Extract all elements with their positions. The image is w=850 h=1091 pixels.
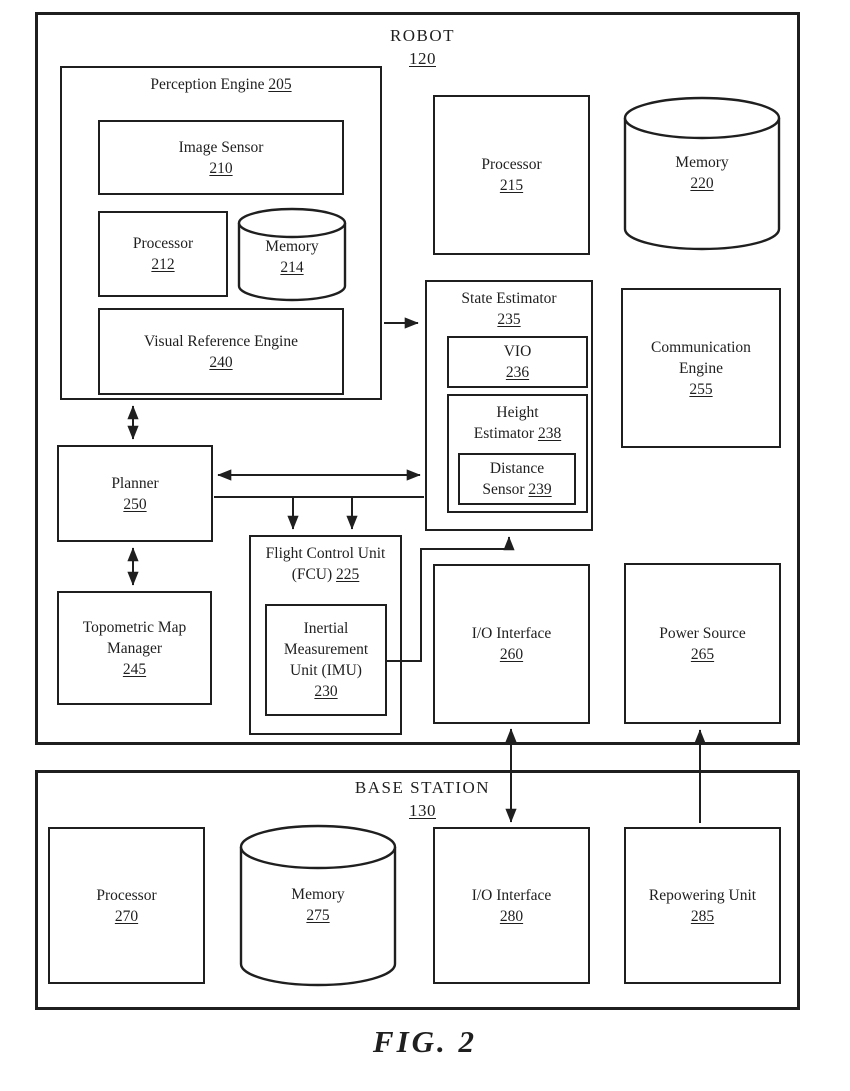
memory-214-label: Memory 214 (265, 238, 319, 276)
robot-ref: 120 (409, 49, 436, 68)
imu-label: Inertial Measurement Unit (IMU) 230 (283, 620, 369, 700)
robot-title-text: ROBOT (389, 26, 456, 45)
distance-sensor-box (458, 453, 576, 505)
power-source-label: Power Source 265 (659, 624, 746, 663)
repowering-unit-label: Repowering Unit 285 (648, 886, 757, 925)
processor-270-box (48, 827, 205, 984)
visual-reference-engine-label: Visual Reference Engine 240 (143, 332, 298, 371)
base-station-ref: 130 (409, 801, 436, 820)
topometric-map-manager-label: Topometric Map Manager 245 (82, 618, 187, 678)
io-interface-280-label: I/O Interface 280 (471, 886, 552, 925)
memory-220-label: Memory 220 (675, 154, 729, 192)
vio-box (447, 336, 588, 388)
perception-engine-label: Perception Engine 205 (150, 76, 292, 93)
planner-label: Planner 250 (111, 474, 159, 513)
topometric-map-manager-box (57, 591, 212, 705)
image-sensor-box (98, 120, 344, 195)
base-station-title (310, 776, 535, 822)
distance-sensor-label: Distance Sensor 239 (482, 460, 552, 498)
memory-220-cylinder (623, 96, 781, 251)
figure-caption: FIG. 2 (372, 1024, 478, 1059)
robot-title (335, 24, 510, 70)
power-source-box (624, 563, 781, 724)
imu-box (265, 604, 387, 716)
memory-275-cylinder (239, 824, 397, 988)
processor-212-box (98, 211, 228, 297)
planner-box (57, 445, 213, 542)
io-interface-260-box (433, 564, 590, 724)
memory-275-label: Memory 275 (291, 886, 345, 924)
visual-reference-engine-box (98, 308, 344, 395)
height-estimator-label: Height Estimator 238 (473, 404, 562, 442)
processor-215-box (433, 95, 590, 255)
io-interface-260-label: I/O Interface 260 (471, 625, 552, 663)
vio-label: VIO 236 (503, 343, 532, 381)
fcu-label: Flight Control Unit (FCU) 225 (265, 545, 386, 583)
image-sensor-label: Image Sensor 210 (178, 138, 264, 177)
repowering-unit-box (624, 827, 781, 984)
communication-engine-label: Communication Engine 255 (651, 338, 751, 398)
processor-212-label: Processor 212 (132, 235, 194, 273)
communication-engine-box (621, 288, 781, 448)
state-estimator-label: State Estimator 235 (461, 290, 557, 328)
io-interface-280-box (433, 827, 590, 984)
memory-214-cylinder (237, 207, 347, 302)
processor-215-label: Processor 215 (481, 156, 542, 194)
base-station-title-text: BASE STATION (354, 778, 491, 797)
processor-270-label: Processor 270 (96, 886, 157, 925)
